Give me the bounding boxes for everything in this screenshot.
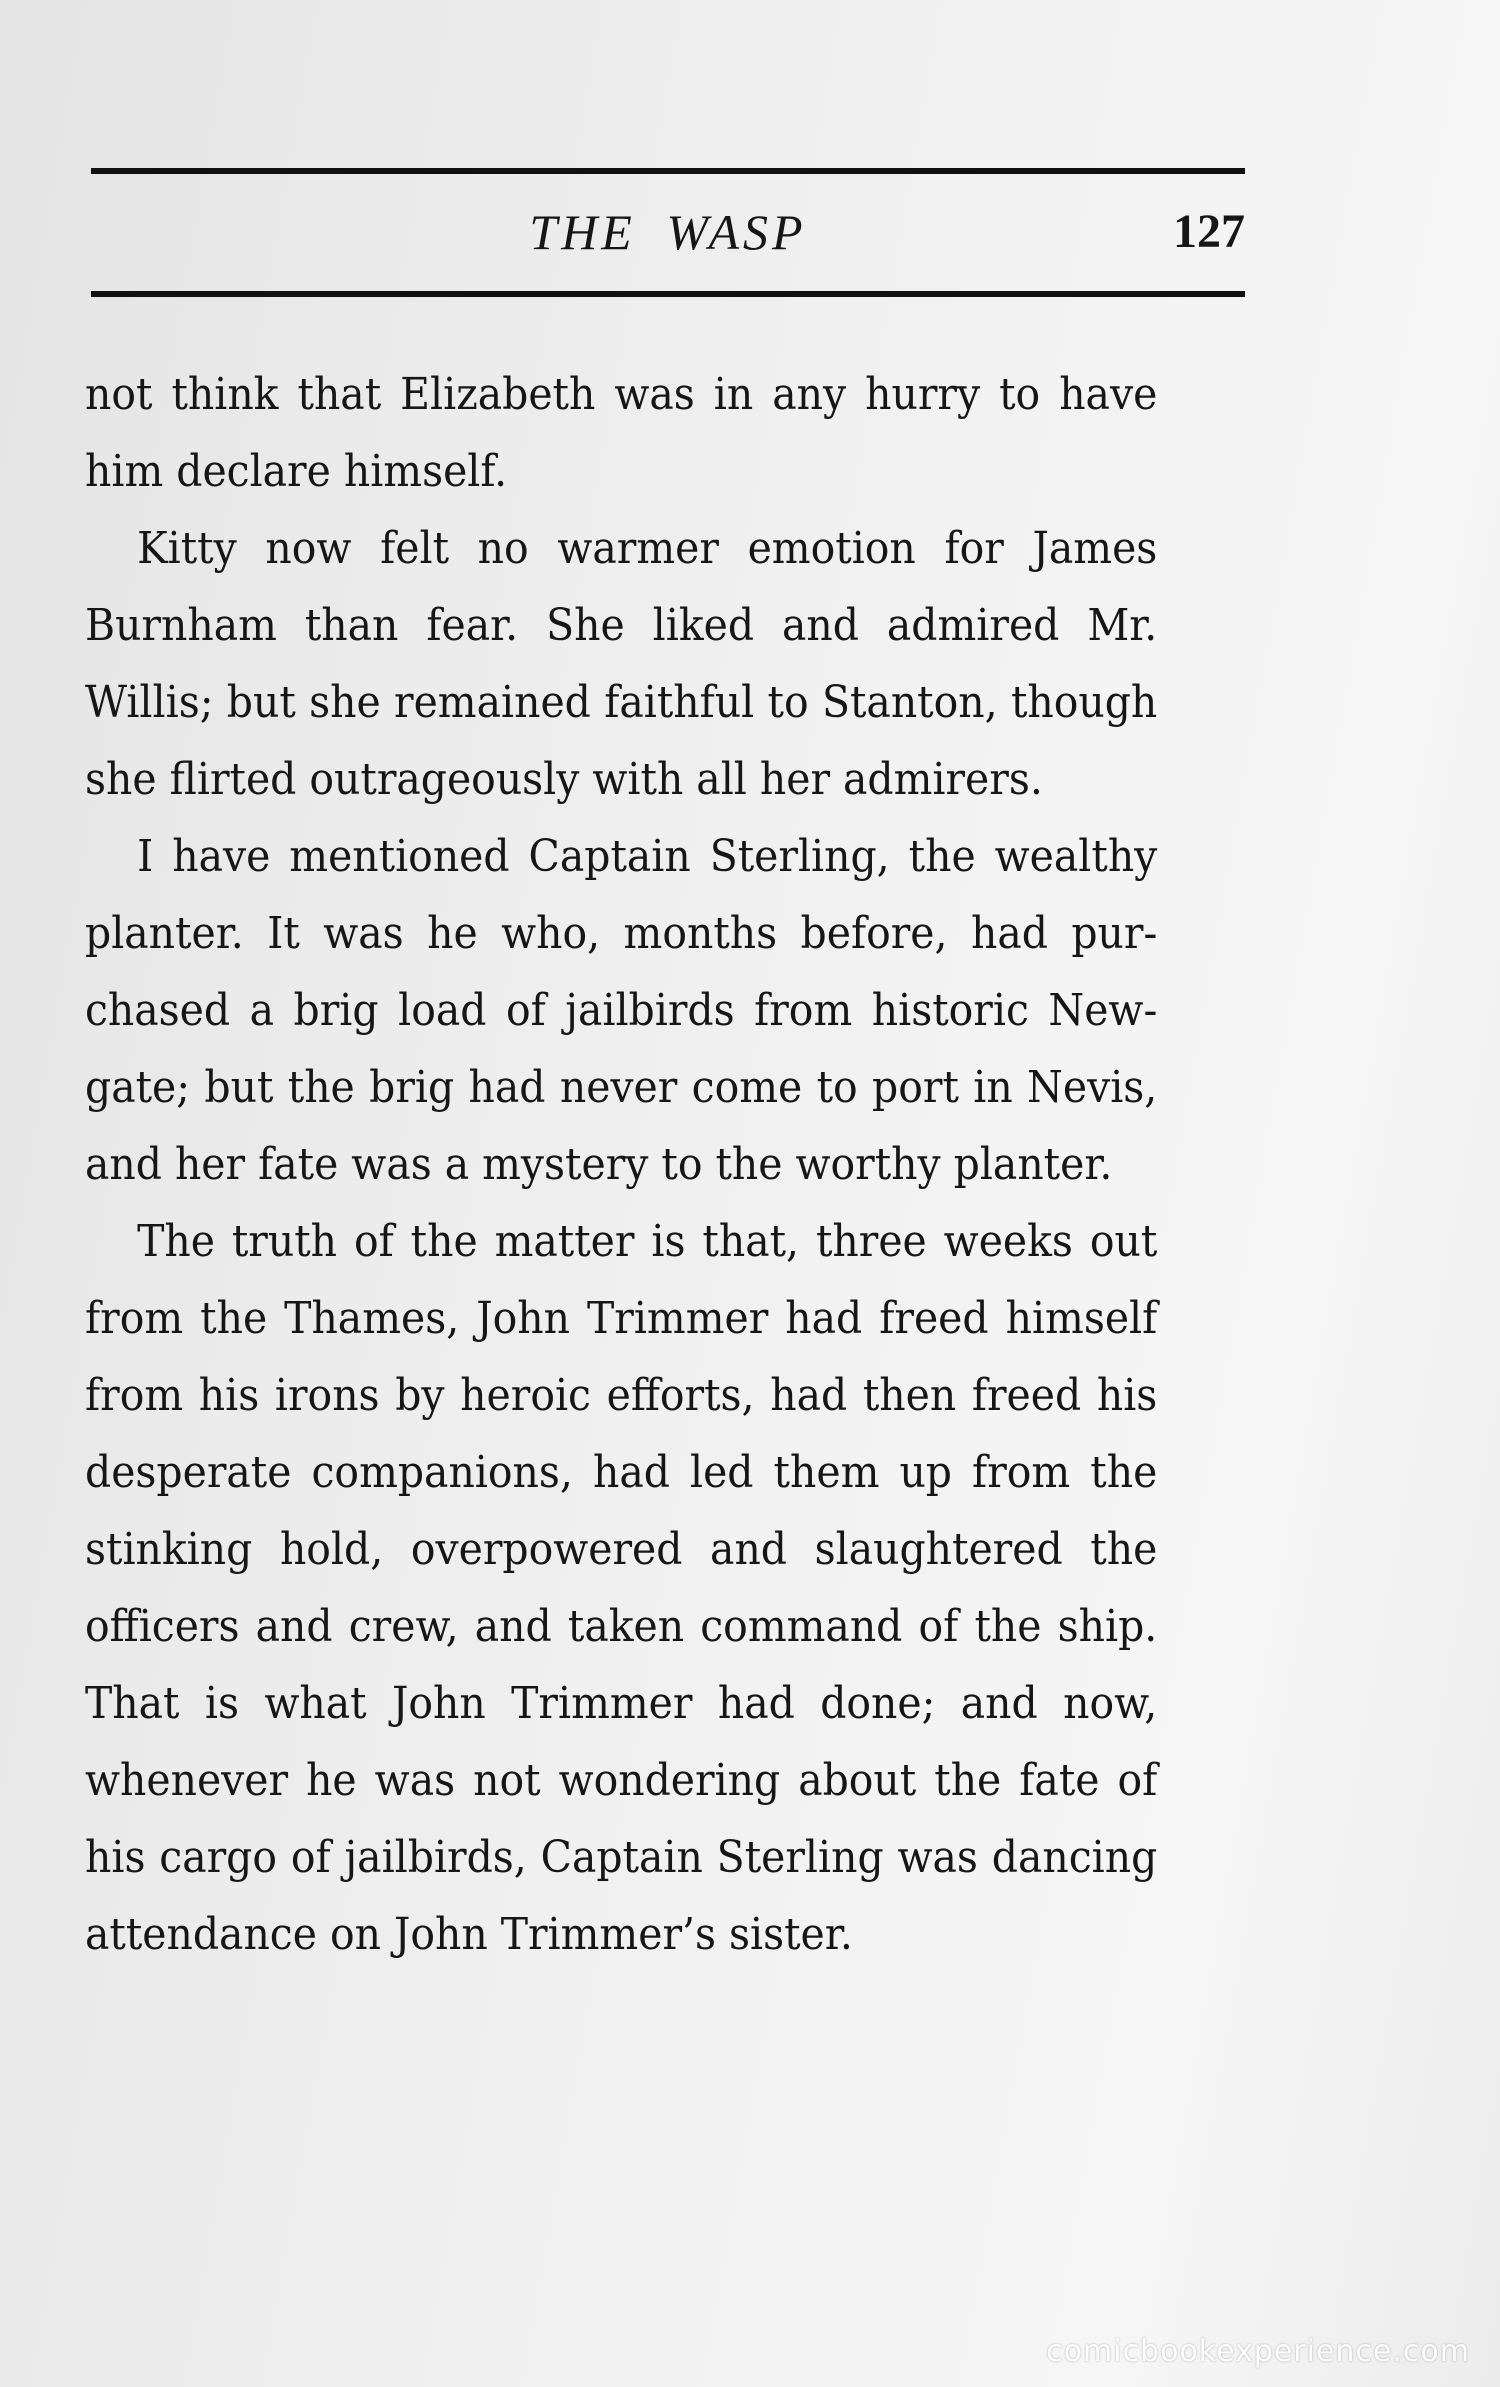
running-title: THE WASP (529, 204, 807, 260)
body-text (85, 356, 1157, 1973)
paragraph-captain-sterling: I have mentioned Captain Sterling, the wealthy planter. It was he who, months before, had purchased a brig load of jailbirds from historic Newgate; but the brig had never come to port in Nevis, and her fate was a mystery to the worthy planter. (85, 831, 1158, 1190)
paragraph-john-trimmer: The truth of the matter is that, three weeks out from the Thames, John Trimmer had freed himself from his irons by heroic efforts, had then freed his desperate companions, had led them up from the stinking hold, overpowered and slaughtered the officers and crew, and taken command of the ship. That is what John Trimmer had done; and now, whenever he was not wondering about the fate of his cargo of jailbirds, Captain Sterling was dancing attendance on John Trimmer’s sister. (85, 1216, 1158, 1960)
running-head (91, 200, 1245, 264)
header-rule-top (91, 168, 1245, 174)
paragraph-kitty: Kitty now felt no warmer emotion for James Burnham than fear. She liked and admired Mr. Willis; but she remained faithful to Stanton, though she flirted outrageously with all her admirers. (85, 523, 1158, 805)
paragraph-continued: not think that Elizabeth was in any hurry to have him declare himself. (85, 369, 1158, 497)
header-rule-bottom (91, 291, 1245, 297)
page-number: 127 (1173, 205, 1245, 258)
watermark: comicbookexperience.com (1046, 2334, 1470, 2369)
